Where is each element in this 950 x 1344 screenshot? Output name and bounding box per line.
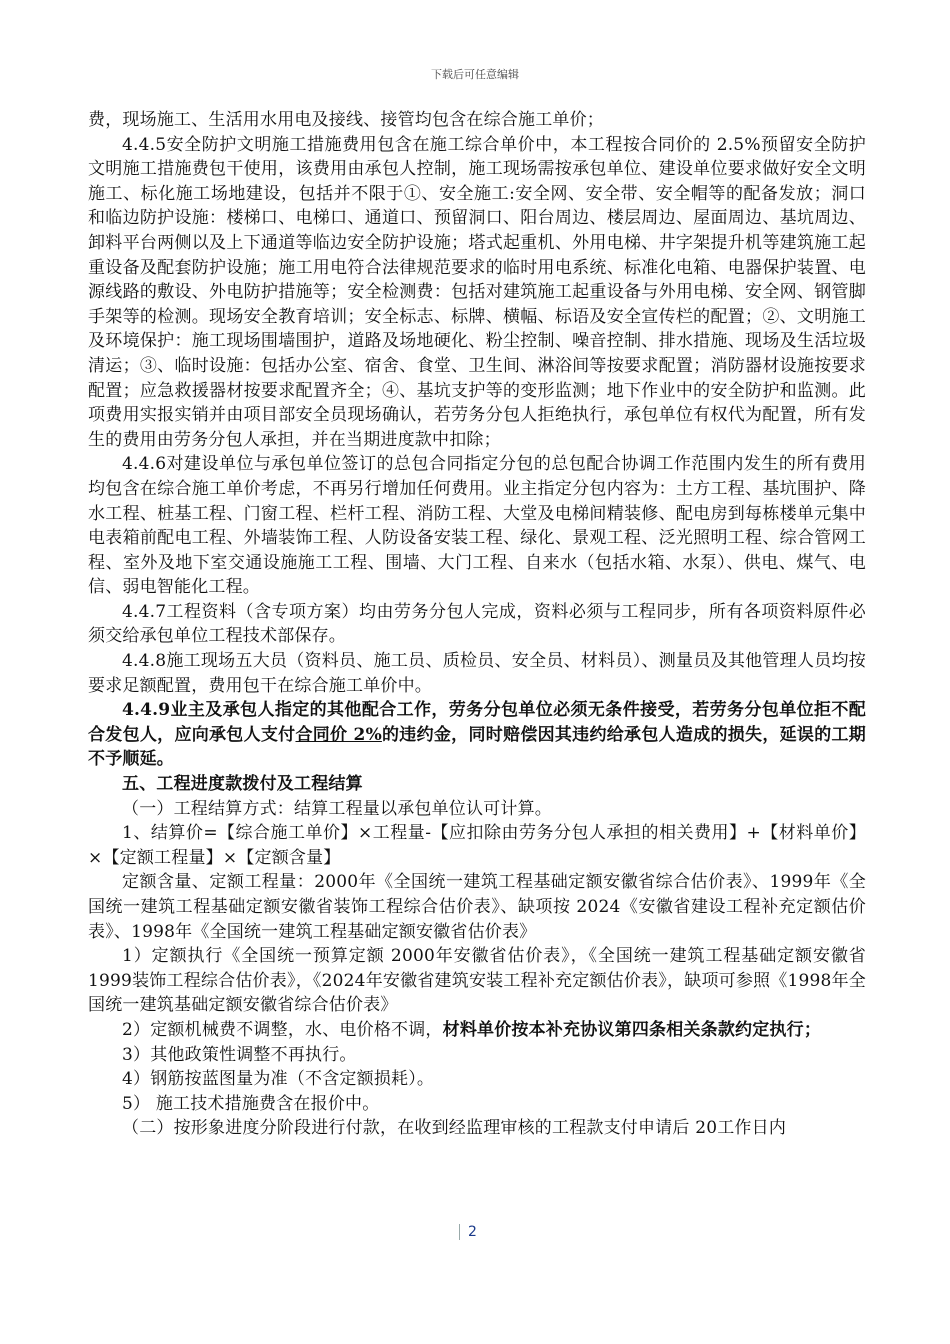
page-footer bbox=[459, 1224, 477, 1240]
item-2 bbox=[88, 1018, 866, 1043]
clause-4-4-8: 4.4.8施工现场五大员（资料员、施工员、质检员、安全员、材料员）、测量员及其他管理人员均按要求足额配置，费用包干在综合施工单价中。 bbox=[88, 651, 866, 696]
item-2-part1: 2）定额机械费不调整，水、电价格不调， bbox=[122, 1019, 443, 1040]
footer-divider bbox=[459, 1224, 460, 1240]
item-2-bold: 材料单价按本补充协议第四条相关条款约定执行； bbox=[442, 1019, 822, 1040]
clause-4-4-9 bbox=[88, 698, 866, 772]
clause-4-4-6: 4.4.6对建设单位与承包单位签订的总包合同指定分包的总包配合协调工作范围内发生的所有费用均包含在综合施工单价考虑，不再另行增加任何费用。业主指定分包内容为：土方工程、基坑围护、降水工程、桩基工程、门窗工程、栏杆工程、消防工程、大堂及电梯间精装修、配电房到每栋楼单元集中电表箱前配电工程、外墙装饰工程、人防设备安装工程、绿化、景观工程、泛光照明工程、综合管网工程、室外及地下室交通设施施工工程、围墙、大门工程、自来水（包括水箱、水泵）、供电、煤气、电信、弱电智能化工程。 bbox=[88, 454, 866, 598]
penalty-rate: 合同价 2% bbox=[295, 724, 382, 745]
clause-4-4-5: 4.4.5安全防护文明施工措施费用包含在施工综合单价中，本工程按合同价的 2.5%预留安全防护文明施工措施费包干使用，该费用由承包人控制，施工现场需按承包单位、建设单位要求做好安全文明施工、标化施工场地建设，包括并不限于①、安全施工:安全网、安全带、安全帽等的配备发放；洞口和临边防护设施：楼梯口、电梯口、通道口、预留洞口、阳台周边、楼层周边、屋面周边、基坑周边、卸料平台两侧以及上下通道等临边安全防护设施；塔式起重机、外用电梯、井字架提升机等建筑施工起重设备及配套防护设施；施工用电符合法律规范要求的临时用电系统、标准化电箱、电器保护装置、电源线路的敷设、外电防护措施等；安全检测费：包括对建筑施工起重设备与外用电梯、安全网、钢管脚手架等的检测。现场安全教育培训；安全标志、标牌、横幅、标语及安全宣传栏的配置；②、文明施工及环境保护：施工现场围墙围护，道路及场地硬化、粉尘控制、噪音控制、排水措施、现场及生活垃圾清运；③、临时设施：包括办公室、宿舍、食堂、卫生间、淋浴间等按要求配置；消防器材设施按要求配置；应急救援器材按要求配置齐全；④、基坑支护等的变形监测；地下作业中的安全防护和监测。此项费用实报实销并由项目部安全员现场确认，若劳务分包人拒绝执行，承包单位有权代为配置，所有发生的费用由劳务分包人承担，并在当期进度款中扣除； bbox=[88, 134, 866, 450]
clause-4-4-9-part1: 4.4.9业主及承包人指定的其他配合工作，劳务分包单位必须无条件接受，若劳务分包单位拒不配合发包人，应向承包人支付 bbox=[88, 700, 866, 745]
settlement-method: （一）工程结算方式：结算工程量以承包单位认可计算。 bbox=[122, 798, 552, 819]
item-3: 3）其他政策性调整不再执行。 bbox=[122, 1044, 357, 1065]
item-5: 5） 施工技术措施费含在报价中。 bbox=[122, 1093, 380, 1114]
page-number: 2 bbox=[468, 1224, 477, 1240]
section-heading-5: 五、工程进度款拨付及工程结算 bbox=[122, 774, 363, 795]
item-4: 4）钢筋按蓝图量为准（不含定额损耗）。 bbox=[122, 1069, 435, 1090]
page-header: 下载后可任意编辑 bbox=[431, 68, 519, 81]
paragraph-continuation: 费，现场施工、生活用水用电及接线、接管均包含在综合施工单价； bbox=[88, 110, 604, 130]
clause-4-4-9-part2: 的违约金，同时赔偿因其违约给承包人造成的损失，延误的工期不予顺延。 bbox=[88, 724, 866, 770]
settlement-formula: 1、结算价=【综合施工单价】×工程量-【应扣除由劳务分包人承担的相关费用】+【材料单价】×【定额工程量】×【定额含量】 bbox=[88, 823, 866, 868]
payment-schedule: （二）按形象进度分阶段进行付款，在收到经监理审核的工程款支付申请后 20工作日内 bbox=[122, 1118, 787, 1139]
document-body bbox=[88, 108, 866, 1141]
clause-4-4-7: 4.4.7工程资料（含专项方案）均由劳务分包人完成，资料必须与工程同步，所有各项资料原件必须交给承包单位工程技术部保存。 bbox=[88, 601, 866, 647]
item-1: 1）定额执行《全国统一预算定额 2000年安徽省估价表》，《全国统一建筑工程基础定额安徽省 1999装饰工程综合估价表》，《2024年安徽省建筑安装工程补充定额估价表》，缺项可参照《1998年全国统一建筑基础定额安徽省综合估价表》 bbox=[88, 946, 866, 1016]
quota-basis: 定额含量、定额工程量：2000年《全国统一建筑工程基础定额安徽省综合估价表》、1999年《全国统一建筑工程基础定额安徽省装饰工程综合估价表》、缺项按 2024《安徽省建设工程补充定额估价表》、1998年《全国统一建筑工程基础定额安徽省估价表》 bbox=[88, 872, 866, 942]
